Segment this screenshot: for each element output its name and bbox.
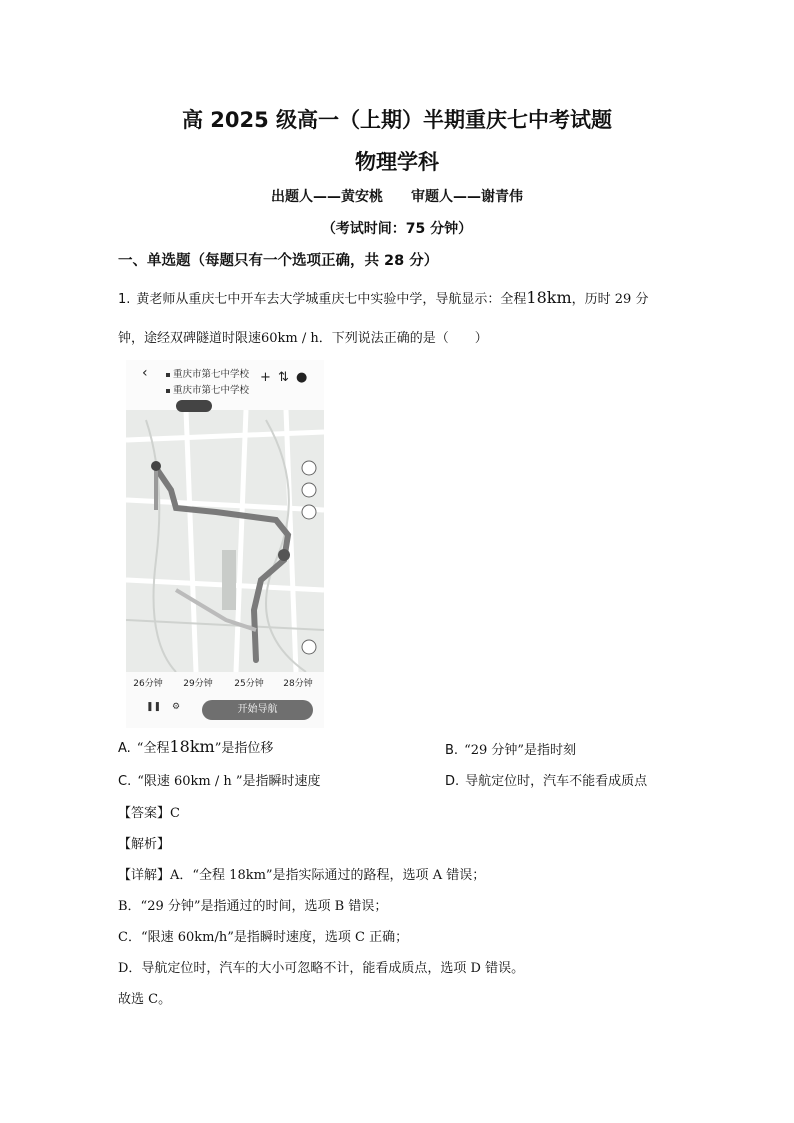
question-line-2 bbox=[118, 327, 488, 346]
question-line-1 bbox=[118, 288, 648, 307]
pause-icon[interactable]: ❚❚ bbox=[146, 702, 162, 712]
start-navigation-button[interactable]: 开始导航 bbox=[202, 700, 313, 720]
authors-line bbox=[0, 186, 794, 206]
navigation-map-image bbox=[126, 360, 324, 728]
option-b: B. “29 分钟”是指时刻 bbox=[445, 743, 577, 758]
question-number: 1. bbox=[118, 292, 131, 307]
answer-line: 【答案】C bbox=[118, 806, 180, 821]
settings-icon[interactable]: ⚙ bbox=[172, 702, 181, 712]
route-origin[interactable]: 重庆市第七中学校 bbox=[166, 366, 249, 380]
swap-icon[interactable]: ⇅ bbox=[278, 370, 289, 385]
question-distance: 18km bbox=[526, 288, 572, 307]
exam-time: （考试时间：75 分钟） bbox=[321, 221, 473, 237]
option-c: C. “限速 60km / h ”是指瞬时速度 bbox=[118, 774, 321, 789]
question-speed: 60km / h bbox=[261, 331, 319, 346]
analysis-heading: 【解析】 bbox=[118, 837, 171, 852]
reviewer-name: 审题人——谢青伟 bbox=[411, 189, 523, 205]
option-a: A. “全程18km”是指位移 bbox=[118, 737, 274, 756]
route-option-1[interactable]: 26分钟 bbox=[133, 679, 163, 689]
option-d: D. 导航定位时，汽车不能看成质点 bbox=[445, 774, 648, 789]
question-text-2a: 钟，途经双碑隧道时限速 bbox=[118, 331, 262, 346]
detail-line: C．“限速 60km/h”是指瞬时速度，选项 C 正确； bbox=[118, 930, 409, 945]
route-destination[interactable]: 重庆市第七中学校 bbox=[166, 382, 249, 396]
mic-icon[interactable]: ● bbox=[296, 370, 308, 385]
route-option-2[interactable]: 29分钟 bbox=[183, 679, 213, 689]
detail-line: B．“29 分钟”是指通过的时间，选项 B 错误； bbox=[118, 899, 388, 914]
plus-icon[interactable]: + bbox=[260, 370, 271, 385]
subject-title: 物理学科 bbox=[355, 150, 439, 174]
section-heading: 一、单选题（每题只有一个选项正确，共 28 分） bbox=[118, 253, 439, 269]
detail-line: D．导航定位时，汽车的大小可忽略不计，能看成质点，选项 D 错误。 bbox=[118, 961, 525, 976]
back-icon[interactable]: ‹ bbox=[142, 365, 148, 381]
question-text-1b: ，历时 29 分 bbox=[571, 292, 649, 307]
question-text-1a: 黄老师从重庆七中开车去大学城重庆七中实验中学，导航显示：全程 bbox=[136, 292, 527, 307]
exam-title: 高 2025 级高一（上期）半期重庆七中考试题 bbox=[181, 108, 613, 132]
route-option-3[interactable]: 25分钟 bbox=[234, 679, 264, 689]
conclusion-line: 故选 C。 bbox=[118, 992, 172, 1007]
detail-line: 【详解】A．“全程 18km”是指实际通过的路程，选项 A 错误； bbox=[118, 868, 486, 883]
route-option-4[interactable]: 28分钟 bbox=[283, 679, 313, 689]
author-name: 出题人——黄安桃 bbox=[271, 189, 383, 205]
question-text-2b: ．下列说法正确的是（ ） bbox=[318, 331, 488, 346]
transport-mode-chip[interactable] bbox=[176, 400, 212, 412]
